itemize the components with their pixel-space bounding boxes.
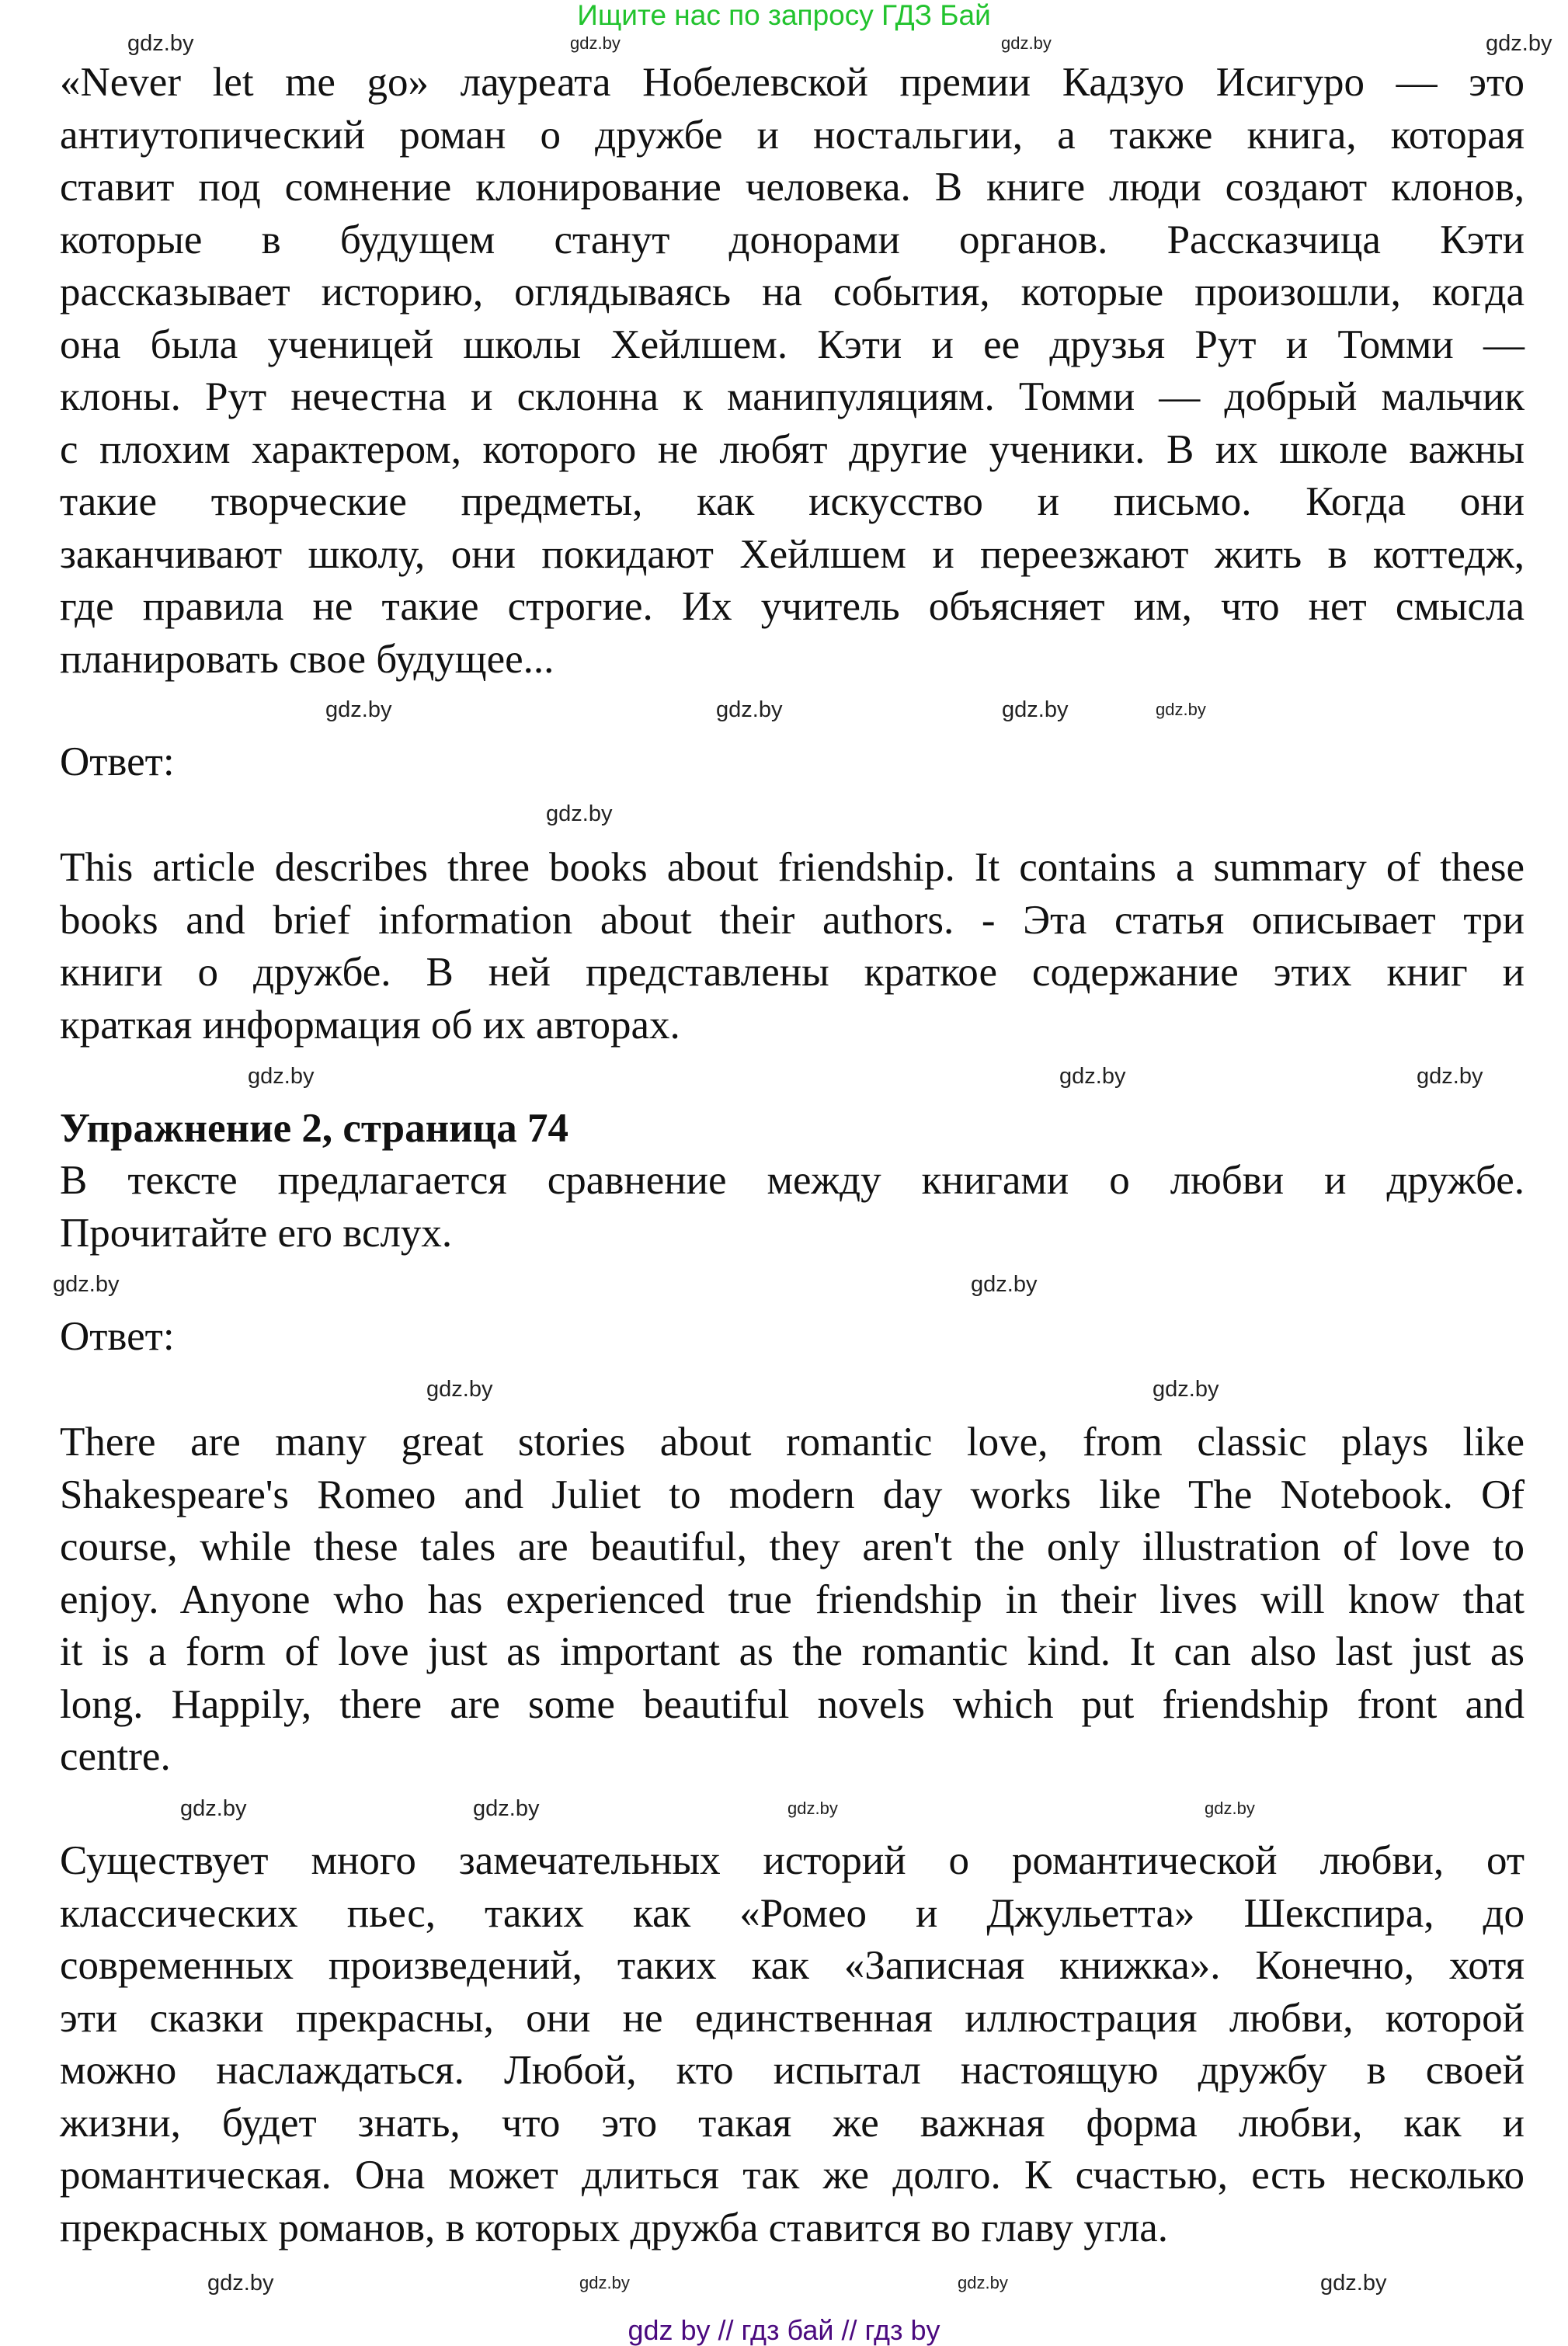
watermark-text: gdz.by [1486, 31, 1552, 56]
text-line: long. Happily, there are some beautiful novels which put friendship front and [60, 1681, 1525, 1727]
text-line: This article describes three books about friendship. It contains a summary of these [60, 845, 1525, 890]
text-line: романтическая. Она может длиться так же долго. К счастью, есть несколько [60, 2153, 1525, 2198]
watermark-text: gdz.by [1001, 33, 1052, 53]
watermark-text: gdz.by [1156, 700, 1206, 719]
text-line: эти сказки прекрасны, они не единственная иллюстрация любви, которой [60, 1995, 1525, 2041]
watermark-text: gdz.by [958, 2273, 1008, 2292]
text-line: жизни, будет знать, что это такая же важная форма любви, как и [60, 2100, 1525, 2146]
watermark-text: gdz.by [1059, 1064, 1126, 1089]
watermark-text: gdz.by [971, 1272, 1038, 1297]
watermark-text: gdz.by [207, 2271, 274, 2296]
section-heading: Упражнение 2, страница 74 [60, 1106, 568, 1151]
text-line: course, while these tales are beautiful, they aren't the only illustration of love to [60, 1524, 1525, 1569]
watermark-text: gdz.by [127, 31, 194, 56]
text-line: с плохим характером, которого не любят другие ученики. В их школе важны [60, 426, 1525, 472]
watermark-text: gdz.by [1002, 697, 1069, 722]
watermark-text: gdz.by [53, 1272, 120, 1297]
watermark-text: gdz.by [1320, 2271, 1387, 2296]
text-line: краткая информация об их авторах. [60, 1002, 680, 1048]
text-line: современных произведений, таких как «Записная книжка». Конечно, хотя [60, 1943, 1525, 1988]
watermark-text: gdz.by [473, 1796, 540, 1821]
watermark-text: gdz.by [426, 1377, 493, 1402]
text-line: антиутопический роман о дружбе и ностальгии, а также книга, которая [60, 112, 1525, 158]
text-line: классических пьес, таких как «Ромео и Джульетта» Шекспира, до [60, 1890, 1525, 1936]
text-line: она была ученицей школы Хейлшем. Кэти и ее друзья Рут и Томми — [60, 321, 1525, 367]
text-line: планировать свое будущее... [60, 636, 555, 682]
answer-label: Ответ: [60, 1314, 175, 1359]
text-line: «Never let me go» лауреата Нобелевской премии Кадзуо Исигуро — это [60, 60, 1525, 105]
text-line: There are many great stories about romantic love, from classic plays like [60, 1420, 1525, 1465]
watermark-text: gdz.by [579, 2273, 630, 2292]
text-line: такие творческие предметы, как искусство и письмо. Когда они [60, 479, 1525, 524]
search-hint-banner: Ищите нас по запросу ГДЗ Бай [577, 0, 991, 31]
text-line: Прочитайте его вслух. [60, 1210, 453, 1256]
watermark-text: gdz.by [180, 1796, 247, 1821]
watermark-text: gdz.by [1417, 1064, 1483, 1089]
text-line: enjoy. Anyone who has experienced true friendship in their lives will know that [60, 1576, 1525, 1622]
text-line: рассказывает историю, оглядываясь на события, которые произошли, когда [60, 269, 1525, 315]
watermark-text: gdz.by [1205, 1799, 1255, 1818]
watermark-text: gdz.by [1153, 1377, 1219, 1402]
watermark-text: gdz.by [716, 697, 783, 722]
text-line: it is a form of love just as important as the romantic kind. It can also last just as [60, 1629, 1525, 1674]
text-line: centre. [60, 1734, 171, 1779]
text-line: книги о дружбе. В ней представлены краткое содержание этих книг и [60, 950, 1525, 995]
footer-links[interactable]: gdz by // гдз бай // гдз by [628, 2314, 940, 2346]
watermark-text: gdz.by [546, 801, 613, 826]
text-line: Существует много замечательных историй о романтической любви, от [60, 1838, 1525, 1883]
text-line: books and brief information about their authors. - Эта статья описывает три [60, 897, 1525, 943]
text-line: Shakespeare's Romeo and Juliet to modern day works like The Notebook. Of [60, 1472, 1525, 1517]
text-line: ставит под сомнение клонирование человека. В книге люди создают клонов, [60, 165, 1525, 210]
answer-label: Ответ: [60, 739, 175, 784]
watermark-text: gdz.by [570, 33, 621, 53]
text-line: прекрасных романов, в которых дружба ставится во главу угла. [60, 2205, 1169, 2250]
text-line: можно наслаждаться. Любой, кто испытал настоящую дружбу в своей [60, 2048, 1525, 2093]
text-line: которые в будущем станут донорами органов. Рассказчица Кэти [60, 217, 1525, 262]
watermark-text: gdz.by [325, 697, 392, 722]
watermark-text: gdz.by [787, 1799, 838, 1818]
watermark-text: gdz.by [248, 1064, 315, 1089]
text-line: В тексте предлагается сравнение между книгами о любви и дружбе. [60, 1158, 1525, 1203]
text-line: клоны. Рут нечестна и склонна к манипуляциям. Томми — добрый мальчик [60, 374, 1525, 419]
text-line: заканчивают школу, они покидают Хейлшем и переезжают жить в коттедж, [60, 531, 1525, 577]
text-line: где правила не такие строгие. Их учитель объясняет им, что нет смысла [60, 584, 1525, 629]
